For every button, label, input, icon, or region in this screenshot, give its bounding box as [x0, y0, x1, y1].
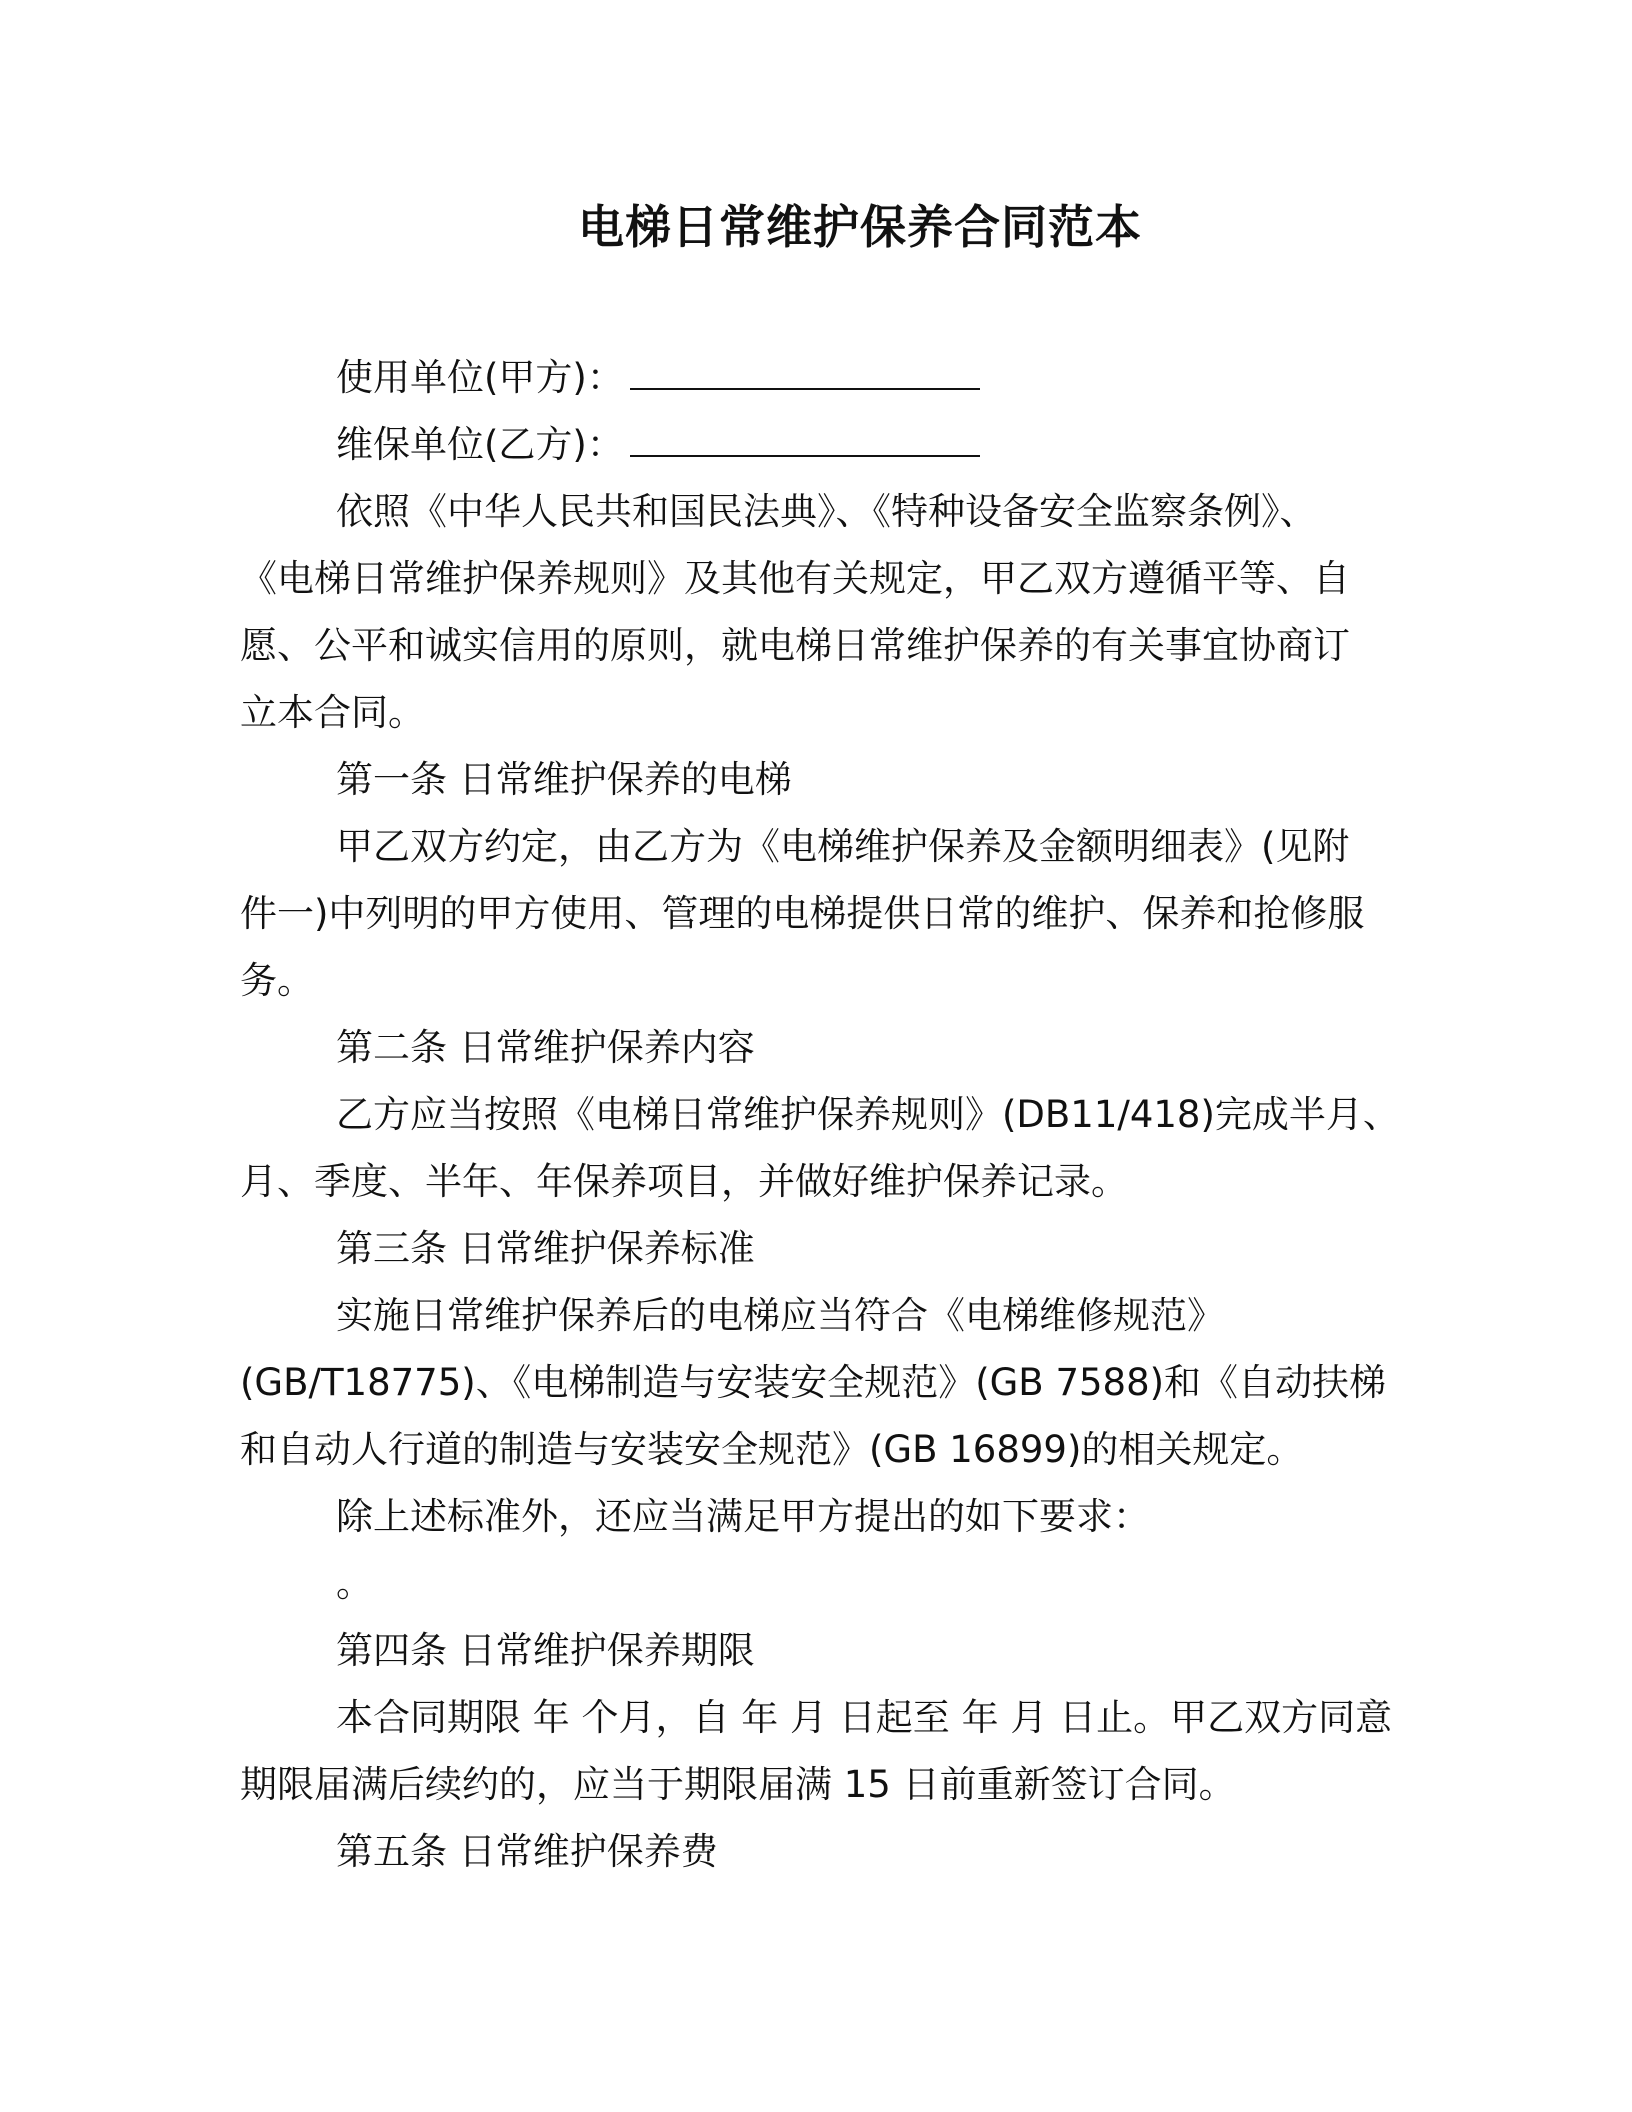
- document-title: 电梯日常维护保养合同范本: [578, 200, 1142, 254]
- article-line: 本合同期限 年 个月，自 年 月 日起至 年 月 日止。甲乙双方同意: [336, 1696, 1393, 1739]
- article-line: 实施日常维护保养后的电梯应当符合《电梯维修规范》: [336, 1294, 1224, 1337]
- article-line: 甲乙双方约定，由乙方为《电梯维护保养及金额明细表》(见附: [336, 825, 1350, 868]
- article-line: 件一)中列明的甲方使用、管理的电梯提供日常的维护、保养和抢修服: [240, 892, 1365, 935]
- preamble-line: 《电梯日常维护保养规则》及其他有关规定，甲乙双方遵循平等、自: [240, 557, 1350, 600]
- article-heading: 第五条 日常维护保养费: [336, 1830, 718, 1873]
- party-a-blank[interactable]: [630, 350, 980, 390]
- article-line: 期限届满后续约的，应当于期限届满 15 日前重新签订合同。: [240, 1763, 1236, 1806]
- party-b-label: 维保单位(乙方)：: [336, 423, 624, 466]
- article-extra-requirement: 除上述标准外，还应当满足甲方提出的如下要求：: [336, 1495, 1150, 1538]
- document-body: [240, 344, 1400, 1885]
- party-b-line: [240, 411, 1390, 478]
- article-extra-end: 。: [336, 1562, 373, 1605]
- article-line: 和自动人行道的制造与安装安全规范》(GB 16899)的相关规定。: [240, 1428, 1304, 1471]
- article-line: 乙方应当按照《电梯日常维护保养规则》(DB11/418)完成半月、: [336, 1093, 1400, 1136]
- preamble-line: 依照《中华人民共和国民法典》、《特种设备安全监察条例》、: [336, 490, 1317, 533]
- article-line: 月、季度、半年、年保养项目，并做好维护保养记录。: [240, 1160, 1128, 1203]
- article-line: 务。: [240, 959, 314, 1002]
- article-heading: 第三条 日常维护保养标准: [336, 1227, 755, 1270]
- article-heading: 第一条 日常维护保养的电梯: [336, 758, 792, 801]
- preamble-line: 愿、公平和诚实信用的原则，就电梯日常维护保养的有关事宜协商订: [240, 624, 1350, 667]
- preamble-line: 立本合同。: [240, 691, 425, 734]
- article-heading: 第四条 日常维护保养期限: [336, 1629, 755, 1672]
- party-a-line: [240, 344, 1390, 411]
- party-a-label: 使用单位(甲方)：: [336, 356, 624, 399]
- article-heading: 第二条 日常维护保养内容: [336, 1026, 755, 1069]
- party-b-blank[interactable]: [630, 417, 980, 457]
- article-line: (GB/T18775)、《电梯制造与安装安全规范》(GB 7588)和《自动扶梯: [240, 1361, 1387, 1404]
